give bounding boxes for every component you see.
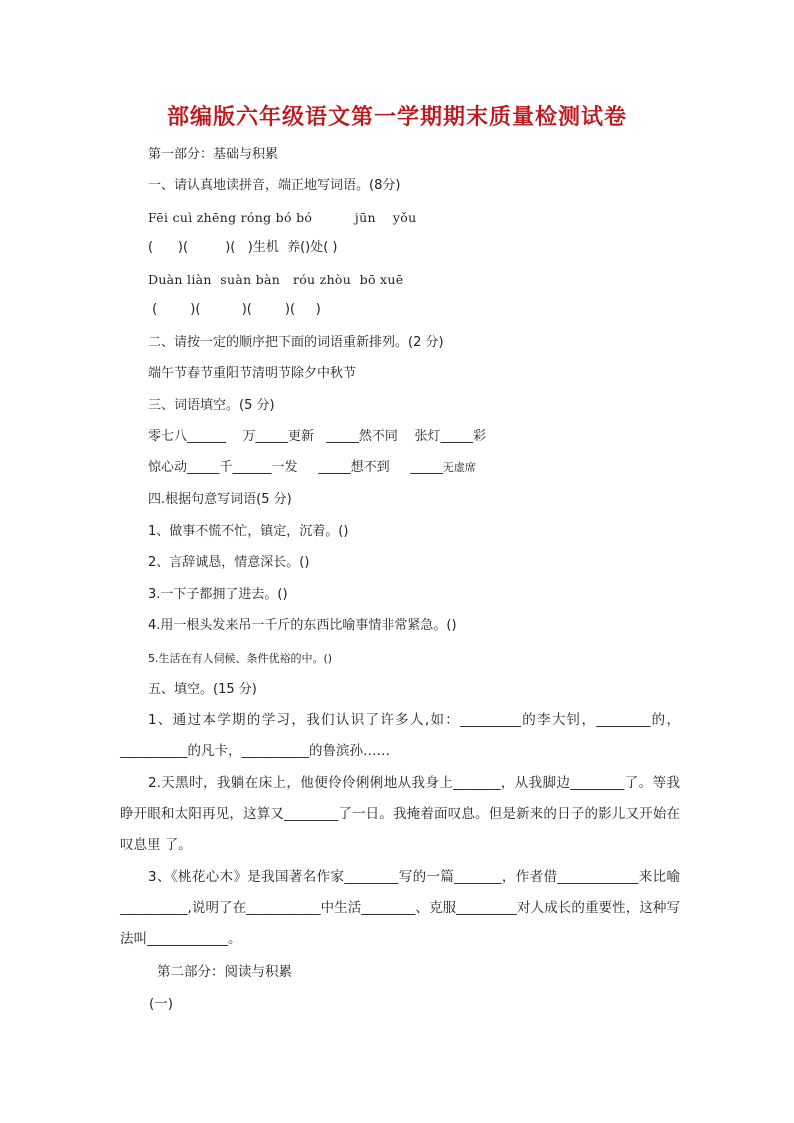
q4-heading: 四.根据句意写词语(5 分) bbox=[148, 492, 292, 507]
q4-item3: 3.一下子都拥了进去。() bbox=[148, 587, 288, 602]
q5-paragraph2: 2.天黑时，我躺在床上，他便伶伶俐俐地从我身上_______，从我脚边________了。等我睁开眼和太阳再见，这算又________了一日。我掩着面叹息。但是新来的日子的影儿又开始在叹息里 了。 bbox=[120, 775, 680, 853]
part2-subheading: (一) bbox=[149, 996, 174, 1012]
q1-heading: 一、请认真地读拼音，端正地写词语。(8分) bbox=[148, 178, 401, 193]
q1-blanks-row2: ( )( )( )( ) bbox=[148, 302, 321, 317]
q5-paragraph3: 3、《桃花心木》是我国著名作家________写的一篇_______，作者借____________来比喻__________,说明了在___________中生活________、克服_________对人成长的重要性，这种写法叫____________。 bbox=[120, 869, 680, 947]
q1-pinyin-row1: Fēi cuì zhēng róng bó bó jūn yǒu bbox=[148, 210, 417, 225]
q1-pinyin-row2: Duàn liàn suàn bàn róu zhòu bō xuē bbox=[148, 272, 404, 287]
q4-item1: 1、做事不慌不忙，镇定，沉着。() bbox=[148, 524, 349, 539]
q3-row2-main: 惊心动_____千______一发 _____想不到 _____ bbox=[148, 460, 443, 475]
q5-paragraph1: 1、通过本学期的学习，我们认识了许多人,如：_________的李大钊，________的，__________的凡卡，__________的鲁滨孙…… bbox=[120, 712, 680, 759]
q2-heading: 二、请按一定的顺序把下面的词语重新排列。(2 分) bbox=[148, 335, 444, 350]
q4-item5: 5.生活在有人伺候、条件优裕的中。() bbox=[148, 652, 333, 665]
q3-heading: 三、词语填空。(5 分) bbox=[148, 398, 275, 413]
exam-title: 部编版六年级语文第一学期期末质量检测试卷 bbox=[166, 104, 627, 130]
part1-heading: 第一部分：基础与积累 bbox=[148, 147, 279, 162]
q4-item4: 4.用一根头发来吊一千斤的东西比喻事情非常紧急。() bbox=[148, 618, 457, 633]
q3-row2 bbox=[148, 459, 476, 477]
q3-row1: 零七八______ 万_____更新 _____然不同 张灯_____彩 bbox=[148, 429, 486, 444]
part2-heading: 第二部分：阅读与积累 bbox=[157, 964, 292, 980]
q1-blanks-row1: ( )( )( )生机 养()处( ) bbox=[148, 240, 338, 255]
q2-words: 端午节春节重阳节清明节除夕中秋节 bbox=[148, 366, 357, 381]
q3-row2-small: 无虚席 bbox=[442, 461, 476, 474]
q4-item2: 2、言辞诚恳，情意深长。() bbox=[148, 555, 310, 570]
q5-heading: 五、填空。(15 分) bbox=[148, 682, 257, 697]
